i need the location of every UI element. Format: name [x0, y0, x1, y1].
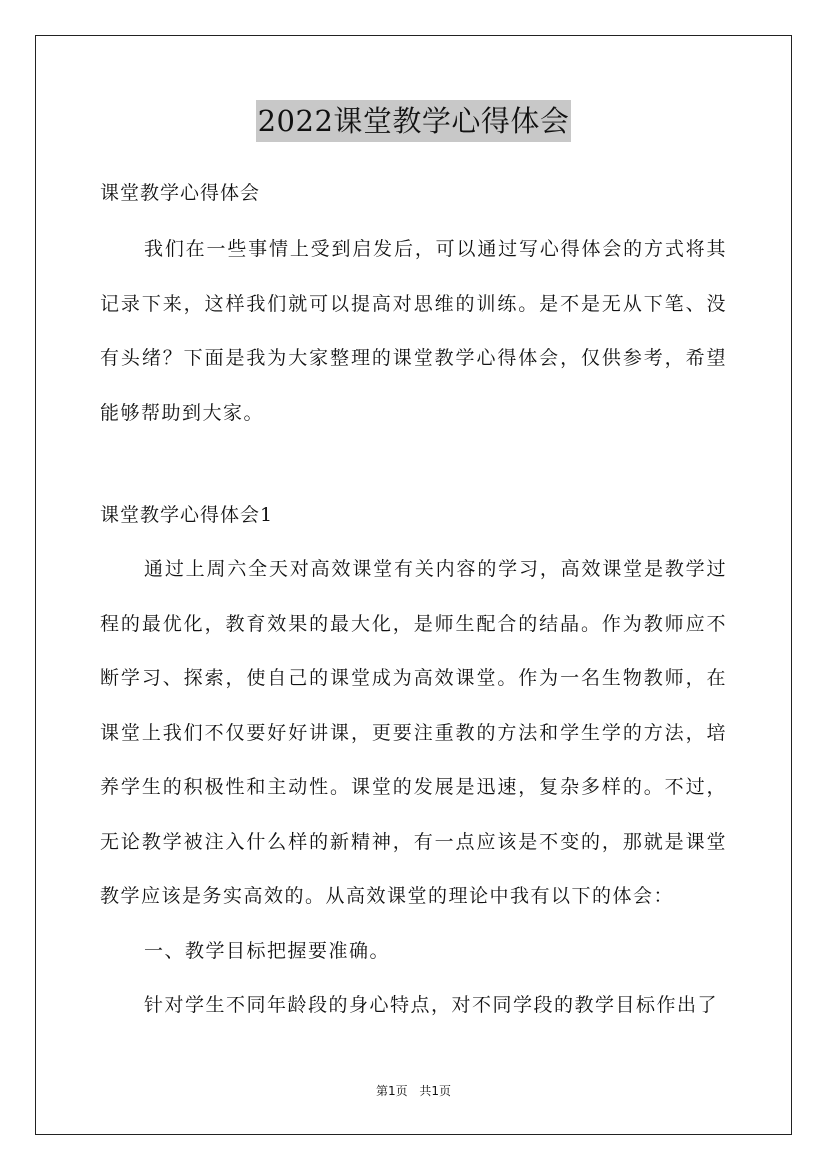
list-heading: 一、教学目标把握要准确。	[144, 939, 391, 962]
page-footer	[0, 1082, 827, 1099]
title-container	[0, 100, 827, 142]
section-heading: 课堂教学心得体会1	[100, 504, 274, 526]
page-total: 共1页	[419, 1084, 452, 1098]
intro-paragraph: 我们在一些事情上受到启发后，可以通过写心得体会的方式将其记录下来，这样我们就可以提高对思维的训练。是不是无从下笔、没有头绪？下面是我为大家整理的课堂教学心得体会，仅供参考，希望能够帮助到大家。	[100, 238, 727, 424]
body-paragraph: 通过上周六全天对高效课堂有关内容的学习，高效课堂是教学过程的最优化，教育效果的最大化，是师生配合的结晶。作为教师应不断学习、探索，使自己的课堂成为高效课堂。作为一名生物教师，在课堂上我们不仅要好好讲课，更要注重教的方法和学生学的方法，培养学生的积极性和主动性。课堂的发展是迅速，复杂多样的。不过，无论教学被注入什么样的新精神，有一点应该是不变的，那就是课堂教学应该是务实高效的。从高效课堂的理论中我有以下的体会：	[100, 558, 727, 907]
page-number: 第1页	[375, 1084, 408, 1098]
document-body	[100, 170, 727, 1033]
intro-heading: 课堂教学心得体会	[100, 182, 261, 204]
body-paragraph: 针对学生不同年龄段的身心特点，对不同学段的教学目标作出了	[144, 994, 719, 1016]
document-title: 2022课堂教学心得体会	[256, 100, 572, 142]
